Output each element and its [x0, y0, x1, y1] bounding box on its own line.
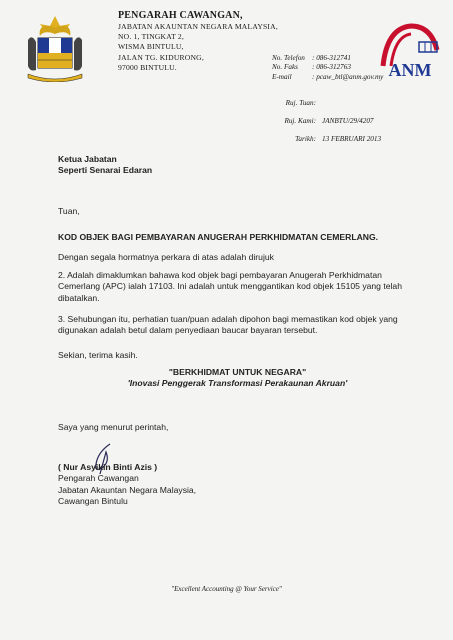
- address-line: NO. 1, TINGKAT 2,: [118, 32, 184, 42]
- address-line: WISMA BINTULU,: [118, 42, 184, 52]
- letterhead-address: [118, 10, 278, 73]
- contact-label: No. Telefon: [272, 54, 305, 62]
- contact-label: No. Faks: [272, 63, 298, 72]
- paragraph-2: 2. Adalah dimaklumkan bahawa kod objek bagi pembayaran Anugerah Perkhidmatan Cemerlang (APC) ialah 17103. Ini adalah untuk menggantikan kod objek 15105 yang telah dibatalkan.: [58, 270, 402, 303]
- coat-of-arms-logo: [24, 14, 86, 82]
- footer-tagline: "Excellent Accounting @ Your Service": [171, 585, 282, 593]
- ref-label: Tarikh:: [295, 135, 316, 143]
- logo-text: ANM: [388, 60, 432, 80]
- contact-value: : 086-312741: [312, 54, 351, 62]
- signer-name: ( Nur Asyikin Binti Azis ): [58, 462, 158, 472]
- order-line: Saya yang menurut perintah,: [58, 422, 169, 432]
- contact-block: [272, 54, 383, 82]
- contact-value: : pcaw_btl@anm.gov.my: [312, 72, 384, 81]
- signer-dept: Jabatan Akauntan Negara Malaysia,: [58, 484, 197, 495]
- ref-value: JANBTU/29/4207: [322, 117, 374, 125]
- reference-block: [256, 99, 381, 153]
- address-line: JABATAN AKAUNTAN NEGARA MALAYSIA,: [118, 22, 278, 31]
- address-line: 97000 BINTULU.: [118, 62, 177, 72]
- opening-paragraph: Dengan segala hormatnya perkara di atas adalah dirujuk: [58, 252, 274, 262]
- letterhead-title: PENGARAH CAWANGAN,: [118, 10, 243, 21]
- recipient-line: Ketua Jabatan: [58, 154, 117, 164]
- ref-label: Ruj. Tuan:: [285, 99, 316, 107]
- contact-value: : 086-312763: [312, 63, 351, 72]
- address-line: JALAN TG. KIDURONG,: [118, 52, 204, 62]
- salutation: Tuan,: [58, 206, 80, 216]
- slogan-line: 'Inovasi Penggerak Transformasi Perakaunan Akruan': [127, 378, 348, 388]
- recipient-block: [58, 154, 417, 177]
- paragraph-3: 3. Sehubungan itu, perhatian tuan/puan adalah dipohon bagi memastikan kod objek yang digunakan adalah betul dalam penyediaan baucar bayaran tersebut.: [58, 314, 398, 336]
- recipient-line: Seperti Senarai Edaran: [58, 165, 153, 176]
- ref-label: Ruj. Kami:: [284, 117, 316, 125]
- signer-branch: Cawangan Bintulu: [58, 496, 128, 507]
- closing-line: Sekian, terima kasih.: [58, 350, 138, 360]
- contact-label: E-mail: [272, 72, 292, 81]
- subject-line: KOD OBJEK BAGI PEMBAYARAN ANUGERAH PERKHIDMATAN CEMERLANG.: [58, 232, 379, 242]
- anm-logo: [377, 20, 443, 80]
- signer-title: Pengarah Cawangan: [58, 473, 139, 484]
- signer-block: [58, 462, 417, 508]
- ref-value: 13 FEBRUARI 2013: [322, 135, 382, 143]
- motto-line: "BERKHIDMAT UNTUK NEGARA": [168, 367, 307, 377]
